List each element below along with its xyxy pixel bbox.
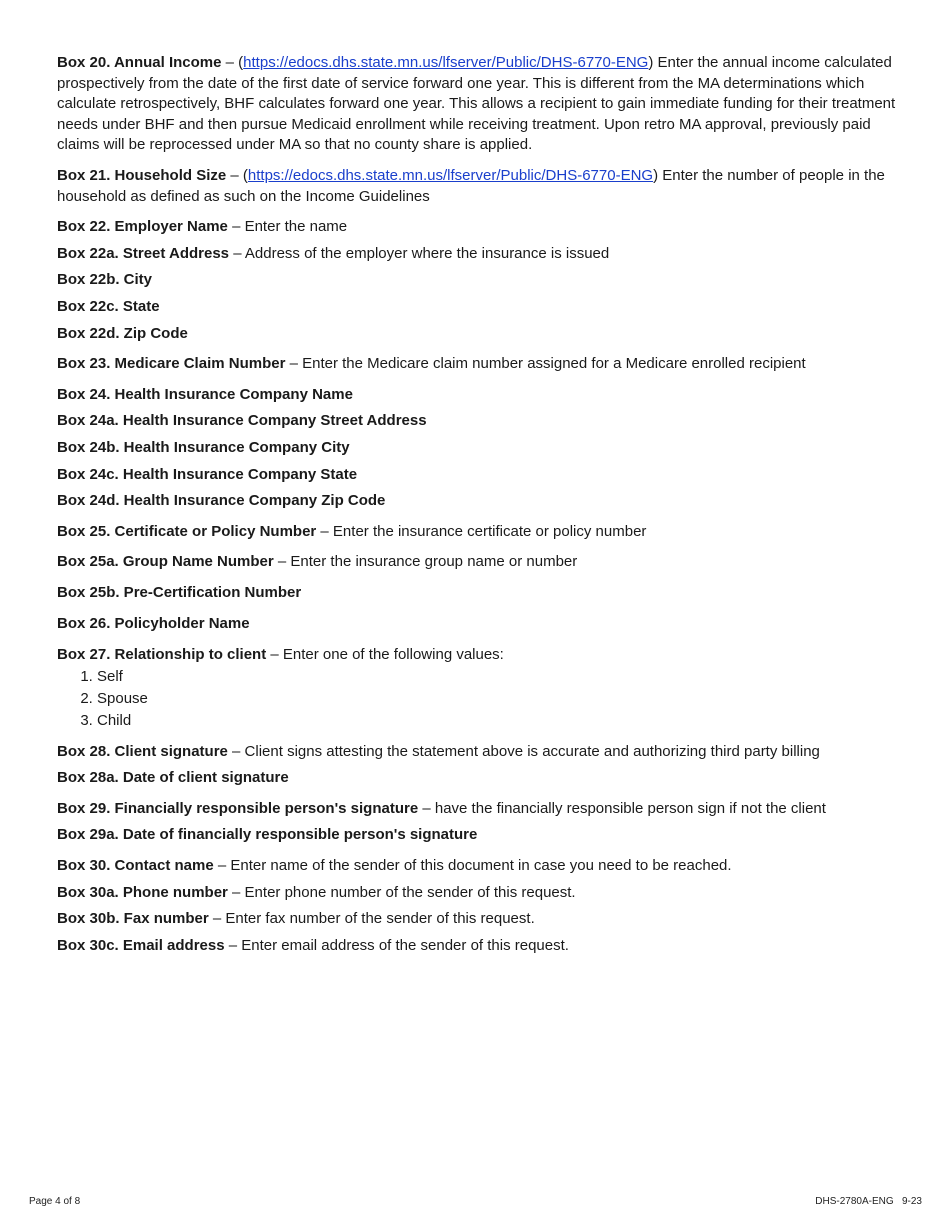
box-24a-entry: Box 24a. Health Insurance Company Street Address: [57, 412, 427, 430]
box-29-entry: [57, 799, 897, 820]
box-27-label: Box 27. Relationship to client: [57, 646, 267, 664]
box-23-entry: [57, 354, 897, 375]
box-21-entry: [57, 166, 897, 207]
box-25-label: Box 25. Certificate or Policy Number: [57, 522, 317, 540]
box-27-entry: [57, 645, 897, 732]
box-22-entry: [57, 217, 897, 238]
box-22a-label: Box 22a. Street Address: [57, 244, 230, 262]
box-21-label: Box 21. Household Size: [57, 166, 227, 184]
box-30-label: Box 30. Contact name: [57, 857, 214, 875]
box-22-text: – Enter the name: [227, 218, 348, 236]
box-22-label: Box 22. Employer Name: [57, 218, 228, 236]
box-29-label: Box 29. Financially responsible person's signature: [57, 799, 419, 817]
income-guidelines-link[interactable]: https://edocs.dhs.state.mn.us/lfserver/Public/DHS-6770-ENG: [243, 54, 649, 71]
box-25a-label: Box 25a. Group Name Number: [57, 553, 274, 571]
box-24b-entry: Box 24b. Health Insurance Company City: [57, 438, 350, 456]
box-26-entry: Box 26. Policyholder Name: [57, 615, 250, 633]
box-21-dash: – (: [226, 166, 248, 184]
box-22b-entry: Box 22b. City: [57, 271, 153, 289]
box-23-text: – Enter the Medicare claim number assigned for a Medicare enrolled recipient: [285, 355, 806, 373]
box-25-text: – Enter the insurance certificate or policy number: [316, 522, 647, 540]
box-22a-entry: [57, 244, 897, 265]
box-28-label: Box 28. Client signature: [57, 742, 228, 760]
box-24c-entry: Box 24c. Health Insurance Company State: [57, 465, 358, 483]
box-25a-entry: [57, 552, 897, 573]
box-29a-entry: Box 29a. Date of financially responsible person's signature: [57, 826, 478, 844]
box-23-label: Box 23. Medicare Claim Number: [57, 355, 286, 373]
box-29-text: – have the financially responsible person sign if not the client: [418, 799, 826, 817]
box-24-entry: Box 24. Health Insurance Company Name: [57, 385, 353, 403]
box-30-text: – Enter name of the sender of this document in case you need to be reached.: [213, 857, 732, 875]
box-21-text: ) Enter the number of people in the household as defined as such on the Income Guidelines: [57, 166, 885, 205]
box-20-dash: – (: [221, 54, 244, 71]
box-30a-label: Box 30a. Phone number: [57, 883, 228, 901]
box-20-entry: [57, 53, 897, 156]
box-25a-text: – Enter the insurance group name or number: [273, 553, 578, 571]
relationship-option-self: 1. Self: [97, 666, 897, 688]
relationship-option-child: 3. Child: [97, 710, 897, 732]
box-28a-entry: Box 28a. Date of client signature: [57, 769, 289, 787]
box-30-entry: [57, 856, 897, 877]
household-guidelines-link[interactable]: https://edocs.dhs.state.mn.us/lfserver/Public/DHS-6770-ENG: [247, 166, 654, 184]
box-30c-text: – Enter email address of the sender of this request.: [224, 936, 569, 954]
box-25-entry: [57, 522, 897, 543]
box-30a-text: – Enter phone number of the sender of this request.: [227, 883, 576, 901]
relationship-option-spouse: 2. Spouse: [97, 688, 897, 710]
box-28-entry: [57, 742, 897, 763]
box-22c-entry: Box 22c. State: [57, 297, 160, 315]
box-27-heading: [57, 645, 897, 666]
relationship-options-list: [57, 666, 897, 732]
box-22d-entry: Box 22d. Zip Code: [57, 324, 188, 342]
box-20-text: ) Enter the annual income calculated prospectively from the date of the first date of service forward one year. This is different from the MA determinations which calculate retrospectively, BHF calculates forward one year. This allows a recipient to gain immediate funding for their treatment needs under BHF and then pursue Medicaid enrollment while receiving treatment. Upon retro MA approval, previously paid claims will be reprocessed under MA so that no county share is applied.: [57, 54, 896, 154]
box-30b-label: Box 30b. Fax number: [57, 910, 209, 928]
box-20-label: Box 20. Annual Income: [57, 54, 222, 71]
box-30a-entry: [57, 883, 897, 904]
box-30b-text: – Enter fax number of the sender of this request.: [208, 910, 535, 928]
box-24d-entry: Box 24d. Health Insurance Company Zip Code: [57, 492, 386, 510]
form-id: DHS-2780A-ENG 9-23: [815, 1196, 922, 1207]
page-number: Page 4 of 8: [29, 1196, 81, 1207]
box-30c-entry: [57, 936, 897, 957]
box-27-text: – Enter one of the following values:: [266, 646, 504, 664]
box-30c-label: Box 30c. Email address: [57, 936, 225, 954]
box-30b-entry: [57, 909, 897, 930]
box-22a-text: – Address of the employer where the insurance is issued: [229, 244, 610, 262]
box-25b-entry: Box 25b. Pre-Certification Number: [57, 583, 302, 601]
box-28-text: – Client signs attesting the statement above is accurate and authorizing third party billing: [227, 742, 820, 760]
document-body: [57, 53, 897, 956]
